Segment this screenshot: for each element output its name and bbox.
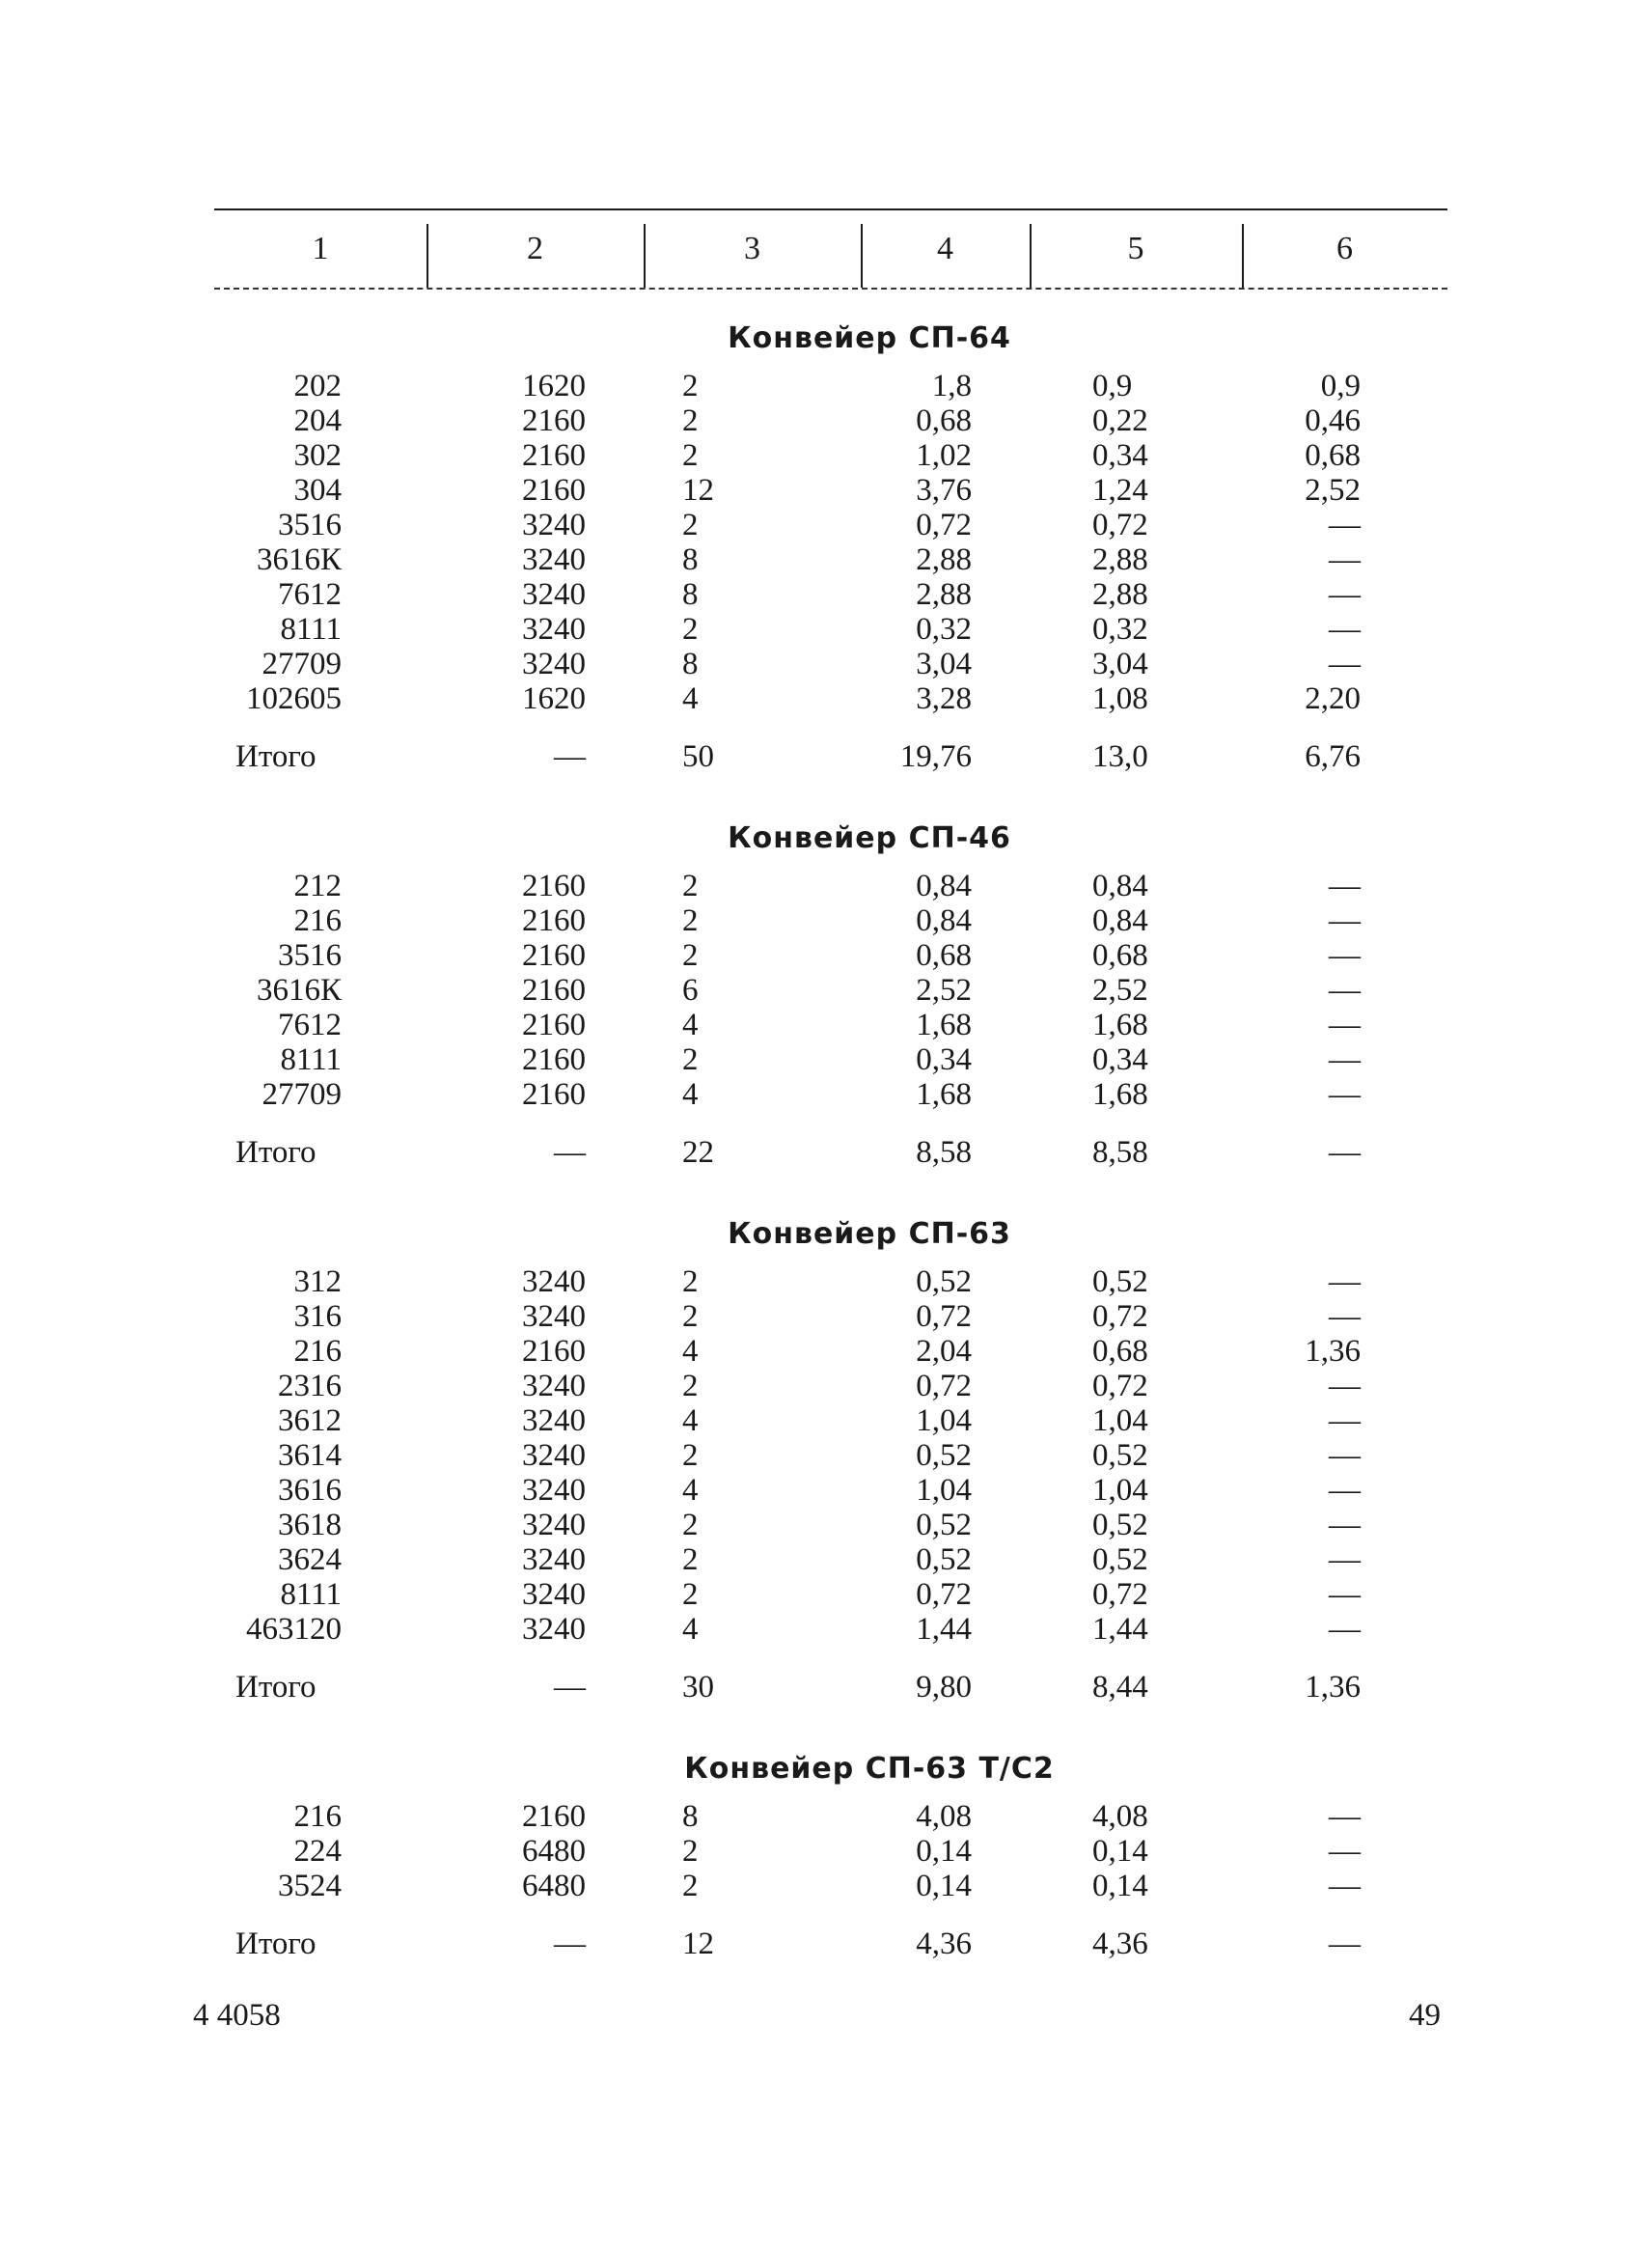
table-cell-col-2: 2160	[522, 1008, 586, 1042]
table-cell-col-2: 3240	[522, 647, 586, 681]
header-col-3: 3	[744, 231, 760, 266]
total-cell-col-5: 8,44	[1092, 1670, 1148, 1705]
table-cell-col-6: —	[1329, 973, 1361, 1008]
table-cell-col-4: 3,04	[916, 647, 972, 681]
total-cell-col-2: —	[554, 1927, 586, 1961]
table-cell-col-4: 1,68	[916, 1008, 972, 1042]
table-cell-col-5: 0,72	[1092, 508, 1148, 542]
table-cell-col-4: 1,8	[931, 369, 972, 403]
table-row	[214, 1077, 1447, 1112]
table-cell-col-2: 2160	[522, 1799, 586, 1834]
table-cell-col-1: 304	[293, 473, 342, 508]
table-cell-col-1: 216	[293, 1334, 342, 1369]
table-row	[214, 647, 1447, 681]
table-cell-col-4: 0,52	[916, 1264, 972, 1299]
total-cell-col-2: —	[554, 739, 586, 774]
table-cell-col-1: 8111	[280, 1577, 342, 1612]
total-cell-col-3: 30	[682, 1670, 714, 1705]
total-row	[214, 1925, 1447, 1963]
table-row	[214, 473, 1447, 508]
total-cell-col-6: —	[1329, 1927, 1361, 1961]
table-cell-col-5: 2,88	[1092, 542, 1148, 577]
table-cell-col-5: 0,34	[1092, 438, 1148, 473]
table-cell-col-3: 12	[682, 473, 714, 508]
table-cell-col-5: 0,52	[1092, 1542, 1148, 1577]
table-cell-col-5: 0,32	[1092, 612, 1148, 647]
total-cell-col-6: —	[1329, 1135, 1361, 1170]
table-cell-col-4: 0,72	[916, 1299, 972, 1334]
table-cell-col-6: —	[1329, 1042, 1361, 1077]
table-cell-col-2: 2160	[522, 438, 586, 473]
table-cell-col-2: 3240	[522, 508, 586, 542]
table-cell-col-2: 3240	[522, 1403, 586, 1438]
table-cell-col-6: —	[1329, 1438, 1361, 1473]
table-cell-col-1: 3618	[278, 1508, 342, 1542]
table-cell-col-1: 3524	[278, 1869, 342, 1903]
table-row	[214, 1264, 1447, 1299]
table-cell-col-4: 0,84	[916, 869, 972, 903]
table-cell-col-1: 224	[293, 1834, 342, 1869]
table-row	[214, 1438, 1447, 1473]
table-cell-col-1: 212	[293, 869, 342, 903]
table-cell-col-1: 27709	[262, 647, 342, 681]
section-title: Конвейер СП-63	[728, 1217, 1011, 1251]
table-cell-col-4: 1,68	[916, 1077, 972, 1112]
table-cell-col-2: 3240	[522, 542, 586, 577]
table-cell-col-2: 3240	[522, 1577, 586, 1612]
table-cell-col-5: 1,24	[1092, 473, 1148, 508]
total-cell-col-3: 50	[682, 739, 714, 774]
table-row	[214, 1299, 1447, 1334]
table-cell-col-5: 1,68	[1092, 1008, 1148, 1042]
table-cell-col-3: 8	[682, 577, 699, 612]
table-cell-col-1: 316	[293, 1299, 342, 1334]
table-cell-col-3: 2	[682, 938, 699, 973]
table-header-rule	[214, 288, 1447, 290]
table-header	[214, 210, 1447, 288]
table-cell-col-1: 312	[293, 1264, 342, 1299]
table-row	[214, 1577, 1447, 1612]
table-row	[214, 1799, 1447, 1834]
section-gap	[214, 1172, 1447, 1205]
table-cell-col-1: 302	[293, 438, 342, 473]
header-col-4: 4	[937, 231, 953, 266]
table-cell-col-2: 3240	[522, 1508, 586, 1542]
table-cell-col-3: 4	[682, 1612, 699, 1647]
table-cell-col-1: 102605	[246, 681, 342, 716]
table-cell-col-1: 3612	[278, 1403, 342, 1438]
table-cell-col-5: 0,84	[1092, 869, 1148, 903]
table-cell-col-6: —	[1329, 1299, 1361, 1334]
total-cell-col-5: 4,36	[1092, 1927, 1148, 1961]
table-row	[214, 681, 1447, 716]
table-cell-col-3: 2	[682, 1438, 699, 1473]
header-col-2: 2	[527, 231, 543, 266]
section-gap	[214, 776, 1447, 809]
table-cell-col-2: 2160	[522, 1077, 586, 1112]
table-cell-col-2: 3240	[522, 1369, 586, 1403]
table-cell-col-1: 8111	[280, 612, 342, 647]
table-cell-col-2: 2160	[522, 938, 586, 973]
section-gap	[214, 1706, 1447, 1739]
table-cell-col-4: 0,84	[916, 903, 972, 938]
table-row	[214, 577, 1447, 612]
table-row	[214, 973, 1447, 1008]
table-cell-col-3: 4	[682, 681, 699, 716]
table-cell-col-2: 2160	[522, 973, 586, 1008]
table-cell-col-1: 3516	[278, 508, 342, 542]
table-cell-col-4: 0,72	[916, 508, 972, 542]
table-cell-col-3: 2	[682, 438, 699, 473]
table-cell-col-5: 0,34	[1092, 1042, 1148, 1077]
table-cell-col-5: 1,44	[1092, 1612, 1148, 1647]
table-cell-col-1: 202	[293, 369, 342, 403]
table-row	[214, 1473, 1447, 1508]
table-row	[214, 903, 1447, 938]
table-cell-col-4: 3,28	[916, 681, 972, 716]
table-cell-col-4: 2,88	[916, 577, 972, 612]
table-cell-col-4: 2,52	[916, 973, 972, 1008]
table-cell-col-5: 0,52	[1092, 1508, 1148, 1542]
table-cell-col-1: 463120	[246, 1612, 342, 1647]
table-cell-col-5: 0,72	[1092, 1369, 1148, 1403]
table-row	[214, 542, 1447, 577]
table-cell-col-6: —	[1329, 1869, 1361, 1903]
table-cell-col-6: 0,9	[1320, 369, 1361, 403]
table-cell-col-2: 2160	[522, 903, 586, 938]
table-cell-col-1: 3616К	[256, 973, 342, 1008]
table-cell-col-6: —	[1329, 1403, 1361, 1438]
table-row	[214, 612, 1447, 647]
table-cell-col-6: 0,68	[1305, 438, 1361, 473]
table-cell-col-6: 0,46	[1305, 403, 1361, 438]
table-cell-col-6: —	[1329, 1508, 1361, 1542]
table-cell-col-2: 3240	[522, 1612, 586, 1647]
total-cell-col-4: 9,80	[916, 1670, 972, 1705]
table-cell-col-2: 6480	[522, 1834, 586, 1869]
table-cell-col-2: 1620	[522, 681, 586, 716]
table-cell-col-5: 0,14	[1092, 1869, 1148, 1903]
table-cell-col-3: 4	[682, 1334, 699, 1369]
table-cell-col-4: 0,68	[916, 403, 972, 438]
table-cell-col-3: 4	[682, 1008, 699, 1042]
table-cell-col-4: 0,52	[916, 1438, 972, 1473]
table-cell-col-2: 3240	[522, 1299, 586, 1334]
table-cell-col-5: 0,22	[1092, 403, 1148, 438]
table-row	[214, 1612, 1447, 1647]
print-code: 4 4058	[193, 1998, 281, 2033]
table-cell-col-2: 2160	[522, 1042, 586, 1077]
table-row	[214, 1042, 1447, 1077]
table-cell-col-2: 3240	[522, 1438, 586, 1473]
table-cell-col-4: 0,68	[916, 938, 972, 973]
table-row	[214, 1403, 1447, 1438]
table-cell-col-5: 1,68	[1092, 1077, 1148, 1112]
table-cell-col-3: 2	[682, 1042, 699, 1077]
table-cell-col-6: —	[1329, 1473, 1361, 1508]
table-cell-col-6: —	[1329, 1577, 1361, 1612]
table-cell-col-3: 4	[682, 1403, 699, 1438]
table-cell-col-2: 3240	[522, 612, 586, 647]
table-cell-col-1: 7612	[278, 1008, 342, 1042]
table-cell-col-2: 6480	[522, 1869, 586, 1903]
table-cell-col-2: 2160	[522, 1334, 586, 1369]
total-cell-col-2: —	[554, 1670, 586, 1705]
table-cell-col-6: —	[1329, 1264, 1361, 1299]
header-col-5: 5	[1127, 231, 1144, 266]
table-cell-col-3: 2	[682, 369, 699, 403]
table-cell-col-1: 27709	[262, 1077, 342, 1112]
table-cell-col-2: 3240	[522, 1264, 586, 1299]
table-cell-col-3: 2	[682, 1542, 699, 1577]
table-cell-col-5: 3,04	[1092, 647, 1148, 681]
table-cell-col-3: 2	[682, 1577, 699, 1612]
page-number: 49	[1409, 1998, 1441, 2033]
table-cell-col-3: 4	[682, 1473, 699, 1508]
table-cell-col-4: 0,34	[916, 1042, 972, 1077]
table-cell-col-5: 0,9	[1092, 369, 1133, 403]
table-cell-col-3: 2	[682, 903, 699, 938]
table-row	[214, 1369, 1447, 1403]
table-cell-col-6: —	[1329, 1077, 1361, 1112]
table-cell-col-5: 1,04	[1092, 1473, 1148, 1508]
table-cell-col-5: 0,52	[1092, 1264, 1148, 1299]
section-title: Конвейер СП-64	[728, 321, 1011, 355]
table-cell-col-3: 2	[682, 869, 699, 903]
table-cell-col-6: —	[1329, 869, 1361, 903]
table-row	[214, 1008, 1447, 1042]
table-cell-col-4: 3,76	[916, 473, 972, 508]
table-cell-col-1: 204	[293, 403, 342, 438]
table-cell-col-2: 1620	[522, 369, 586, 403]
total-row	[214, 737, 1447, 776]
table-cell-col-6: —	[1329, 577, 1361, 612]
table-cell-col-4: 2,04	[916, 1334, 972, 1369]
table-cell-col-1: 7612	[278, 577, 342, 612]
table-cell-col-5: 4,08	[1092, 1799, 1148, 1834]
table-cell-col-5: 0,72	[1092, 1577, 1148, 1612]
total-cell-col-3: 12	[682, 1927, 714, 1961]
table-cell-col-1: 216	[293, 903, 342, 938]
table-cell-col-2: 2160	[522, 403, 586, 438]
table-cell-col-6: —	[1329, 612, 1361, 647]
table-cell-col-1: 3516	[278, 938, 342, 973]
table-cell-col-1: 3614	[278, 1438, 342, 1473]
table-cell-col-3: 2	[682, 1299, 699, 1334]
table-row	[214, 1834, 1447, 1869]
total-label: Итого	[235, 1135, 317, 1170]
table-cell-col-3: 4	[682, 1077, 699, 1112]
table-cell-col-3: 8	[682, 1799, 699, 1834]
table-cell-col-6: —	[1329, 1834, 1361, 1869]
table-cell-col-4: 0,52	[916, 1542, 972, 1577]
table-cell-col-6: —	[1329, 1369, 1361, 1403]
table-cell-col-6: —	[1329, 1008, 1361, 1042]
header-col-1: 1	[312, 231, 329, 266]
table-row	[214, 1542, 1447, 1577]
total-cell-col-5: 13,0	[1092, 739, 1148, 774]
table-cell-col-4: 1,02	[916, 438, 972, 473]
table-cell-col-6: —	[1329, 1612, 1361, 1647]
table-cell-col-6: 1,36	[1305, 1334, 1361, 1369]
table-cell-col-4: 0,52	[916, 1508, 972, 1542]
table-cell-col-1: 2316	[278, 1369, 342, 1403]
table-row	[214, 1334, 1447, 1369]
table-cell-col-5: 2,52	[1092, 973, 1148, 1008]
total-label: Итого	[235, 739, 317, 774]
table-cell-col-3: 2	[682, 1869, 699, 1903]
table-row	[214, 869, 1447, 903]
table-cell-col-3: 2	[682, 1369, 699, 1403]
table-cell-col-4: 4,08	[916, 1799, 972, 1834]
table-cell-col-6: —	[1329, 647, 1361, 681]
table-cell-col-5: 0,14	[1092, 1834, 1148, 1869]
table-cell-col-5: 0,68	[1092, 938, 1148, 973]
total-cell-col-4: 8,58	[916, 1135, 972, 1170]
table-cell-col-6: —	[1329, 1542, 1361, 1577]
table-cell-col-1: 8111	[280, 1042, 342, 1077]
table-cell-col-5: 0,68	[1092, 1334, 1148, 1369]
table-cell-col-6: 2,20	[1305, 681, 1361, 716]
table-cell-col-1: 3616К	[256, 542, 342, 577]
total-cell-col-6: 6,76	[1305, 739, 1361, 774]
table-cell-col-2: 2160	[522, 869, 586, 903]
table-cell-col-1: 3624	[278, 1542, 342, 1577]
table-cell-col-3: 2	[682, 508, 699, 542]
table-cell-col-4: 0,14	[916, 1869, 972, 1903]
table-cell-col-3: 8	[682, 647, 699, 681]
table-cell-col-5: 1,08	[1092, 681, 1148, 716]
table-cell-col-4: 0,14	[916, 1834, 972, 1869]
header-col-6: 6	[1336, 231, 1353, 266]
total-cell-col-4: 19,76	[899, 739, 972, 774]
section-title: Конвейер СП-63 Т/С2	[684, 1752, 1055, 1786]
table-row	[214, 938, 1447, 973]
table-cell-col-6: —	[1329, 1799, 1361, 1834]
table-cell-col-1: 3616	[278, 1473, 342, 1508]
total-row	[214, 1668, 1447, 1706]
table-cell-col-5: 2,88	[1092, 577, 1148, 612]
total-row	[214, 1133, 1447, 1172]
table-cell-col-3: 2	[682, 1508, 699, 1542]
table-cell-col-4: 0,72	[916, 1369, 972, 1403]
table-row	[214, 1508, 1447, 1542]
table-row	[214, 438, 1447, 473]
table-cell-col-2: 3240	[522, 1473, 586, 1508]
table-cell-col-2: 3240	[522, 1542, 586, 1577]
total-cell-col-2: —	[554, 1135, 586, 1170]
table-cell-col-2: 3240	[522, 577, 586, 612]
table-cell-col-2: 2160	[522, 473, 586, 508]
table-cell-col-4: 1,04	[916, 1403, 972, 1438]
table-cell-col-4: 1,44	[916, 1612, 972, 1647]
table-cell-col-5: 0,52	[1092, 1438, 1148, 1473]
table-cell-col-3: 2	[682, 1834, 699, 1869]
table-cell-col-6: —	[1329, 938, 1361, 973]
table-cell-col-3: 2	[682, 1264, 699, 1299]
table-cell-col-4: 0,32	[916, 612, 972, 647]
section-title: Конвейер СП-46	[728, 821, 1011, 855]
table-cell-col-3: 6	[682, 973, 699, 1008]
table-cell-col-4: 2,88	[916, 542, 972, 577]
total-label: Итого	[235, 1670, 317, 1705]
table-row	[214, 1869, 1447, 1903]
table-cell-col-5: 0,84	[1092, 903, 1148, 938]
table-row	[214, 403, 1447, 438]
table-row	[214, 369, 1447, 403]
total-cell-col-3: 22	[682, 1135, 714, 1170]
total-cell-col-4: 4,36	[916, 1927, 972, 1961]
table-cell-col-6: 2,52	[1305, 473, 1361, 508]
table-cell-col-6: —	[1329, 903, 1361, 938]
table-body	[214, 309, 1447, 1963]
table-cell-col-3: 8	[682, 542, 699, 577]
total-cell-col-5: 8,58	[1092, 1135, 1148, 1170]
total-label: Итого	[235, 1927, 317, 1961]
table-cell-col-5: 1,04	[1092, 1403, 1148, 1438]
table-cell-col-3: 2	[682, 612, 699, 647]
table-cell-col-6: —	[1329, 542, 1361, 577]
table-cell-col-4: 0,72	[916, 1577, 972, 1612]
table-cell-col-4: 1,04	[916, 1473, 972, 1508]
table-cell-col-3: 2	[682, 403, 699, 438]
table-row	[214, 508, 1447, 542]
total-cell-col-6: 1,36	[1305, 1670, 1361, 1705]
table-cell-col-5: 0,72	[1092, 1299, 1148, 1334]
table-cell-col-1: 216	[293, 1799, 342, 1834]
table-cell-col-6: —	[1329, 508, 1361, 542]
